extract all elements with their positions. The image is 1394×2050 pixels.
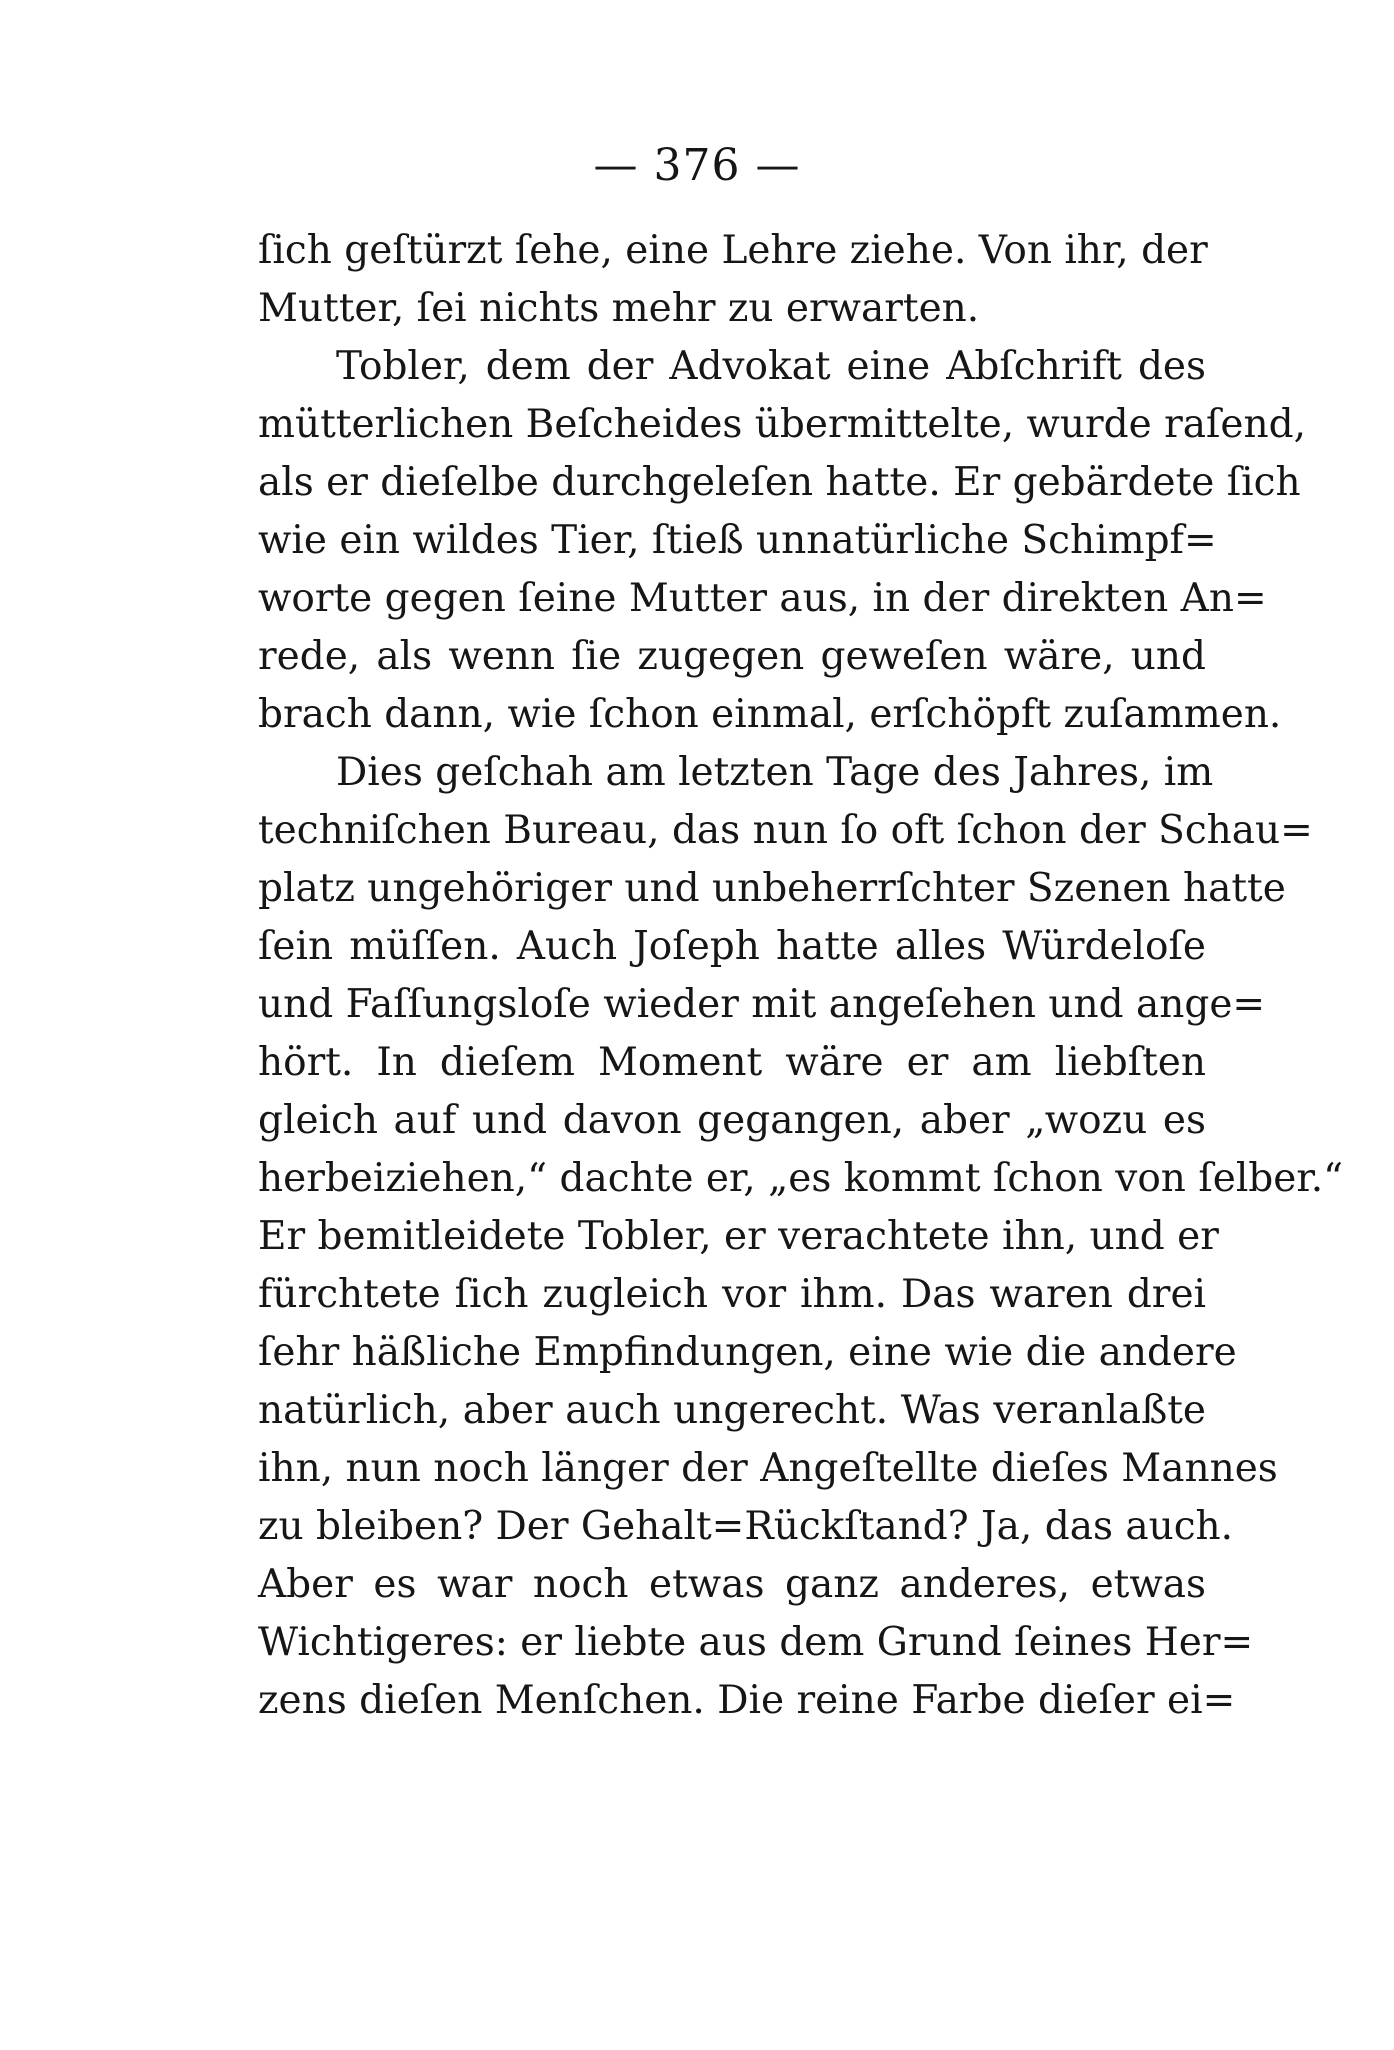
paragraph-start-line: Tobler, dem der Advokat eine Abſchrift des [336,344,1206,389]
text-line: zu bleiben? Der Gehalt=Rückſtand? Ja, das auch. [258,1504,1234,1549]
text-line: Mutter, ſei nichts mehr zu erwarten. [258,286,980,331]
body-text [258,222,1344,1730]
text-line: hört. In dieſem Moment wäre er am liebſten [258,1040,1206,1085]
text-line: ſein müſſen. Auch Joſeph hatte alles Würdeloſe [258,924,1206,969]
text-line: Wichtigeres: er liebte aus dem Grund ſeines Her= [258,1620,1254,1665]
text-line: worte gegen ſeine Mutter aus, in der direkten An= [258,576,1267,621]
text-line: ihn, nun noch länger der Angeſtellte dieſes Mannes [258,1446,1278,1491]
text-line: brach dann, wie ſchon einmal, erſchöpft zuſammen. [258,692,1282,737]
text-line: natürlich, aber auch ungerecht. Was veranlaßte [258,1388,1206,1433]
text-line: als er dieſelbe durchgeleſen hatte. Er gebärdete ſich [258,460,1301,505]
text-line: rede, als wenn ſie zugegen geweſen wäre, und [258,634,1206,679]
text-line: gleich auf und davon gegangen, aber „wozu es [258,1098,1206,1143]
text-line: Er bemitleidete Tobler, er verachtete ihn, und er [258,1214,1219,1259]
text-line: fürchtete ſich zugleich vor ihm. Das waren drei [258,1272,1206,1317]
page-number: — 376 — [593,140,801,191]
text-line: wie ein wildes Tier, ſtieß unnatürliche Schimpf= [258,518,1217,563]
text-line: platz ungehöriger und unbeherrſchter Szenen hatte [258,866,1286,911]
text-line: zens dieſen Menſchen. Die reine Farbe dieſer ei= [258,1678,1236,1723]
text-line: Aber es war noch etwas ganz anderes, etwas [258,1562,1206,1607]
text-line: mütterlichen Beſcheides übermittelte, wurde raſend, [258,402,1306,447]
text-line: ſehr häßliche Empfindungen, eine wie die andere [258,1330,1237,1375]
paragraph-start-line: Dies geſchah am letzten Tage des Jahres, im [336,750,1214,795]
text-line: herbeiziehen,“ dachte er, „es kommt ſchon von ſelber.“ [258,1156,1344,1201]
text-line: ſich geſtürzt ſehe, eine Lehre ziehe. Von ihr, der [258,228,1208,273]
text-line: und Faſſungsloſe wieder mit angeſehen und ange= [258,982,1266,1027]
text-line: techniſchen Bureau, das nun ſo oft ſchon der Schau= [258,808,1313,853]
